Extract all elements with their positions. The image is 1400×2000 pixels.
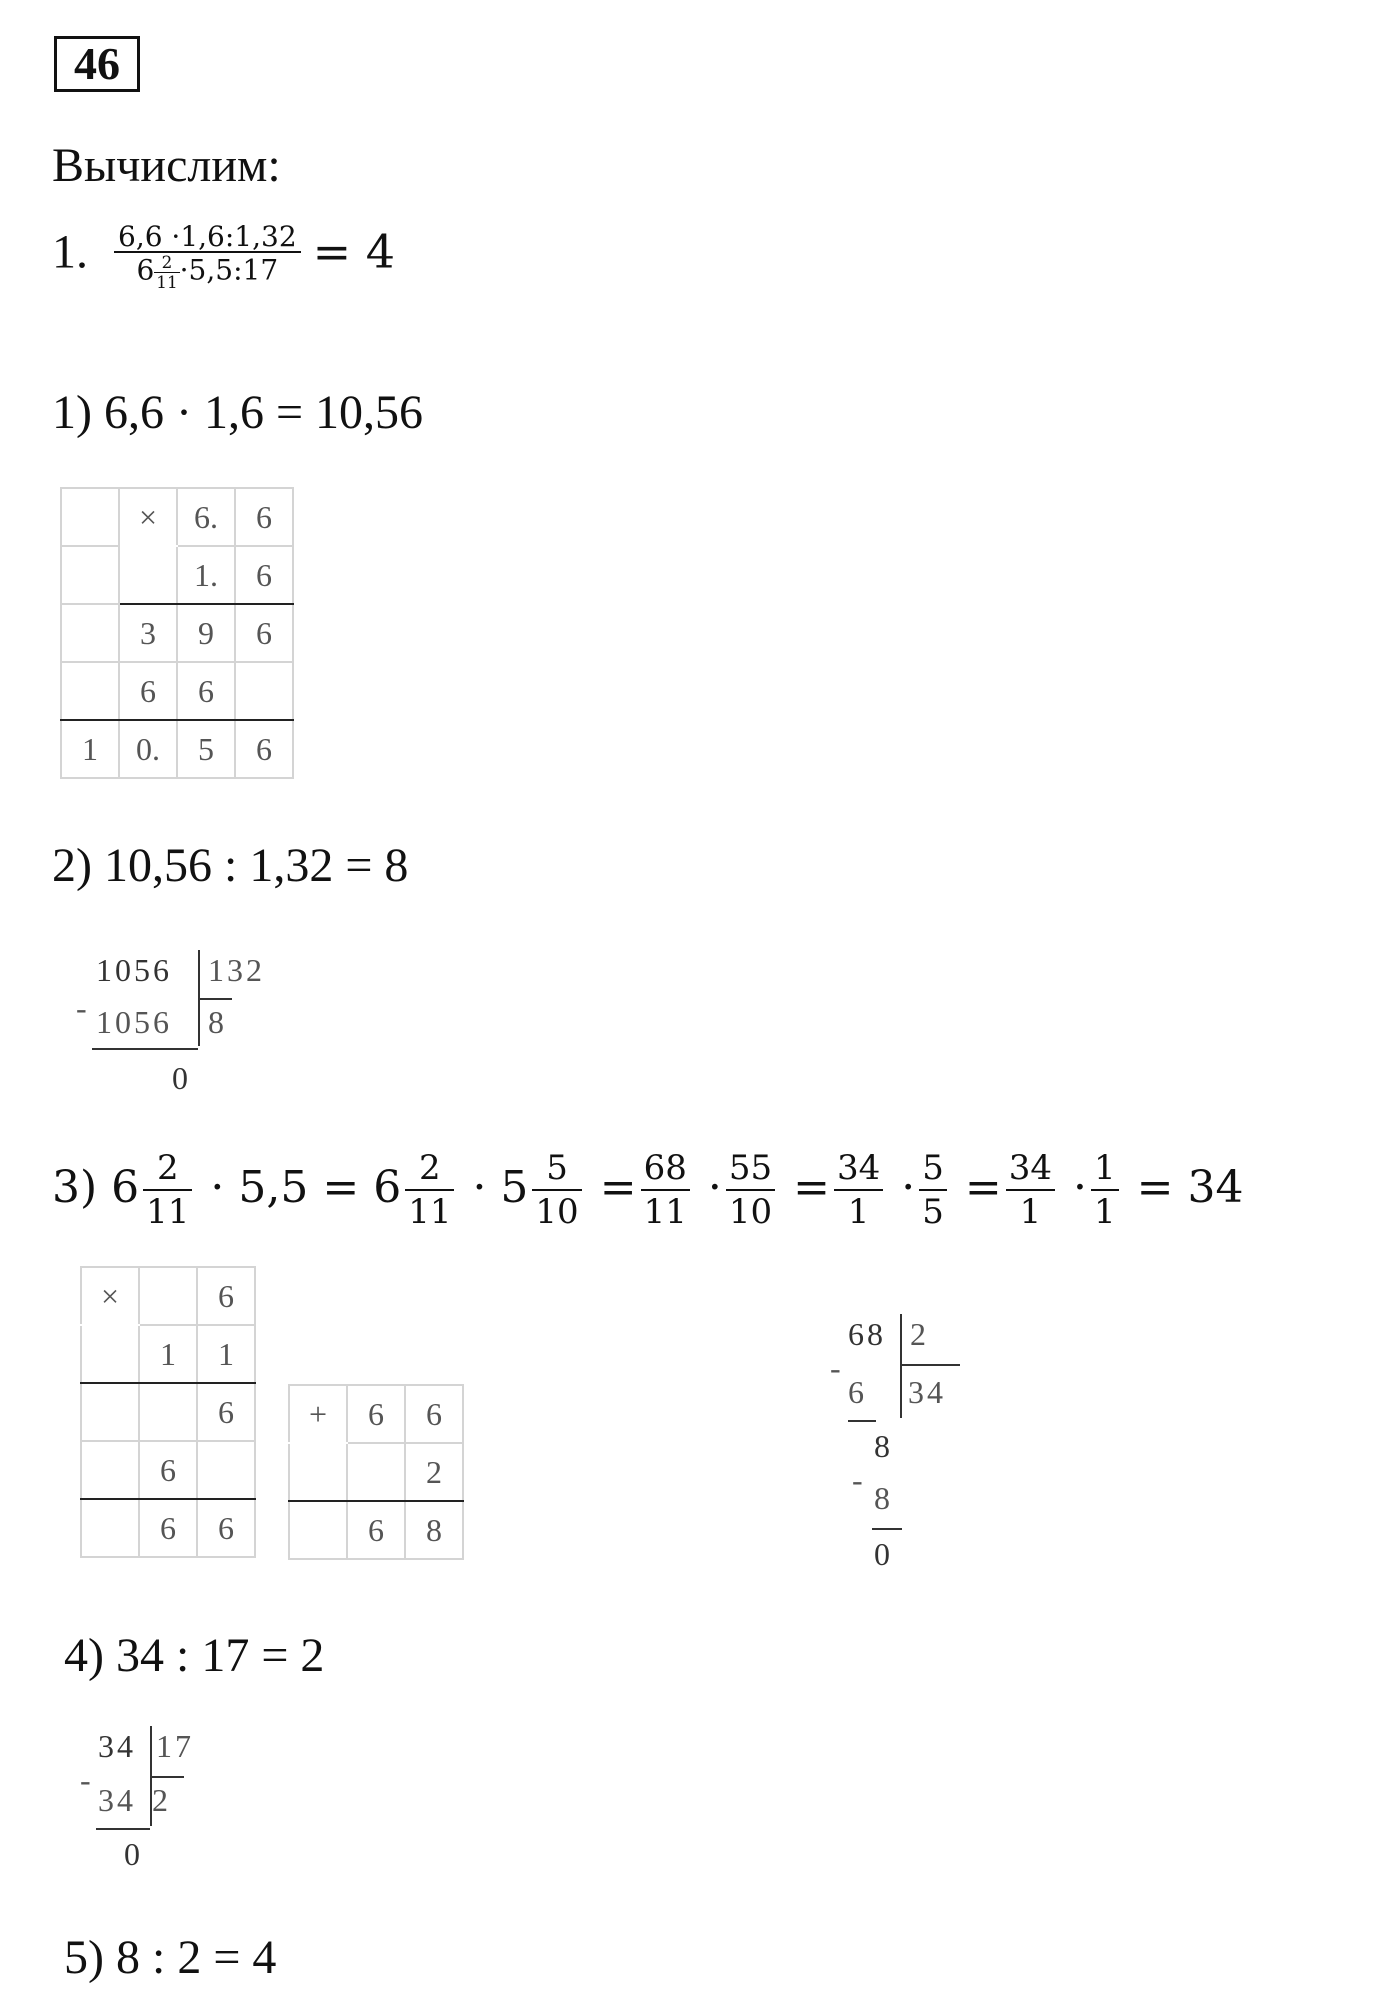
s3-t2: · 5 — [472, 1162, 529, 1214]
add1-cell — [289, 1443, 347, 1501]
mult2-cell: 6 — [139, 1441, 197, 1499]
mult1-cell — [119, 546, 177, 604]
mult2-cell: × — [81, 1267, 139, 1325]
mult2-row — [81, 1499, 255, 1557]
mult1-cell — [61, 546, 119, 604]
mult1-row — [61, 720, 293, 778]
div1-divisor: 132 — [208, 952, 265, 988]
main-denominator — [114, 253, 301, 291]
mult1-cell: 1. — [177, 546, 235, 604]
main-numerator: 6,6 ·1,6:1,32 — [114, 222, 301, 253]
div3-divisor: 17 — [156, 1728, 194, 1764]
mult2-cell: 1 — [197, 1325, 255, 1383]
div2-sub1: 6 — [848, 1374, 867, 1410]
mult2-cell — [81, 1383, 139, 1441]
mult2-row — [81, 1441, 255, 1499]
mult1-cell: 6 — [235, 720, 293, 778]
div3-subtrahend: 34 — [98, 1782, 136, 1818]
multiplication-grid-2 — [80, 1266, 256, 1558]
mult2-cell — [197, 1441, 255, 1499]
mult1-cell: 6 — [235, 546, 293, 604]
div2-remainder: 0 — [874, 1536, 893, 1572]
mult1-cell — [61, 604, 119, 662]
mult1-row — [61, 662, 293, 720]
mult2-row — [81, 1325, 255, 1383]
div2-mid: 8 — [874, 1428, 893, 1464]
task-number-badge: 46 — [54, 36, 140, 92]
mult2-cell — [81, 1325, 139, 1383]
mult1-cell — [61, 488, 119, 546]
heading: Вычислим: — [52, 139, 281, 192]
s3-label: 3) 6 — [52, 1162, 140, 1214]
mult1-cell: × — [119, 488, 177, 546]
mult1-cell: 5 — [177, 720, 235, 778]
den-frac-num: 2 — [154, 253, 179, 272]
mult1-cell: 6. — [177, 488, 235, 546]
mult2-cell — [81, 1499, 139, 1557]
step-3: 3) 6 $\frac{2}{11}$ · 5,5 = 6 $\frac{2}{11}$ · 5 $\frac{5}{10}$ = $\frac{68}{11}$ · $\frac{55}{10}$ = $\frac{34}{1}$ · $\frac{5}{5}$ = $\frac{34}{1}$ · $\frac{1}{1}$ = 34 — [52, 1148, 1244, 1232]
multiplication-grid-1 — [60, 487, 294, 779]
div1-subtrahend: 1056 — [96, 1004, 172, 1040]
div3-minus: - — [80, 1762, 94, 1798]
mult2-cell: 6 — [197, 1499, 255, 1557]
den-frac-den: 11 — [156, 271, 178, 292]
add1-cell: 6 — [405, 1385, 463, 1443]
mult1-cell: 0. — [119, 720, 177, 778]
div1-quotient: 8 — [208, 1004, 227, 1040]
mult2-cell: 6 — [139, 1499, 197, 1557]
mult1-cell — [61, 662, 119, 720]
div3-quotient: 2 — [152, 1782, 171, 1818]
add1-cell — [347, 1443, 405, 1501]
div1-remainder: 0 — [172, 1060, 191, 1096]
mult2-cell: 1 — [139, 1325, 197, 1383]
addition-grid — [288, 1384, 464, 1560]
mult1-cell — [235, 662, 293, 720]
mult2-cell — [81, 1441, 139, 1499]
add1-cell: 2 — [405, 1443, 463, 1501]
step-5: 5) 8 : 2 = 4 — [64, 1931, 277, 1984]
add1-cell: 6 — [347, 1501, 405, 1559]
div2-quotient: 34 — [908, 1374, 946, 1410]
mult1-cell: 9 — [177, 604, 235, 662]
mult1-row — [61, 546, 293, 604]
div2-sub2: 8 — [874, 1480, 893, 1516]
mult2-cell: 6 — [197, 1383, 255, 1441]
div2-minus-2: - — [852, 1462, 866, 1498]
den-whole: 6 — [136, 253, 155, 287]
main-expression — [52, 222, 395, 291]
add1-cell — [289, 1501, 347, 1559]
mult1-cell: 6 — [235, 488, 293, 546]
step-1: 1) 6,6 · 1,6 = 10,56 — [52, 386, 424, 439]
mult1-cell: 3 — [119, 604, 177, 662]
step-4: 4) 34 : 17 = 2 — [64, 1629, 325, 1682]
add1-cell: + — [289, 1385, 347, 1443]
add1-row — [289, 1501, 463, 1559]
add1-row — [289, 1443, 463, 1501]
s3-t1: · 5,5 = 6 — [210, 1162, 402, 1214]
mult1-cell: 6 — [177, 662, 235, 720]
step-2: 2) 10,56 : 1,32 = 8 — [52, 839, 409, 892]
mult2-row — [81, 1267, 255, 1325]
div3-dividend: 34 — [98, 1728, 136, 1764]
add1-cell: 8 — [405, 1501, 463, 1559]
div2-dividend: 68 — [848, 1316, 886, 1352]
main-fraction — [114, 222, 301, 291]
div1-dividend: 1056 — [96, 952, 172, 988]
mult2-cell: 6 — [197, 1267, 255, 1325]
mult1-cell: 6 — [119, 662, 177, 720]
add1-row — [289, 1385, 463, 1443]
add1-cell: 6 — [347, 1385, 405, 1443]
mult1-cell: 6 — [235, 604, 293, 662]
mult1-row — [61, 604, 293, 662]
s3-result: = 34 — [1136, 1162, 1244, 1214]
div2-divisor: 2 — [910, 1316, 929, 1352]
mult1-cell: 1 — [61, 720, 119, 778]
expression-result: = 4 — [312, 224, 396, 279]
div3-remainder: 0 — [124, 1836, 143, 1872]
mult1-row — [61, 488, 293, 546]
expression-index: 1. — [52, 225, 88, 279]
mult2-cell — [139, 1383, 197, 1441]
mult2-row — [81, 1383, 255, 1441]
div2-minus-1: - — [830, 1350, 844, 1386]
div1-minus: - — [76, 990, 90, 1026]
mult2-cell — [139, 1267, 197, 1325]
den-rest: ·5,5:17 — [179, 253, 279, 287]
